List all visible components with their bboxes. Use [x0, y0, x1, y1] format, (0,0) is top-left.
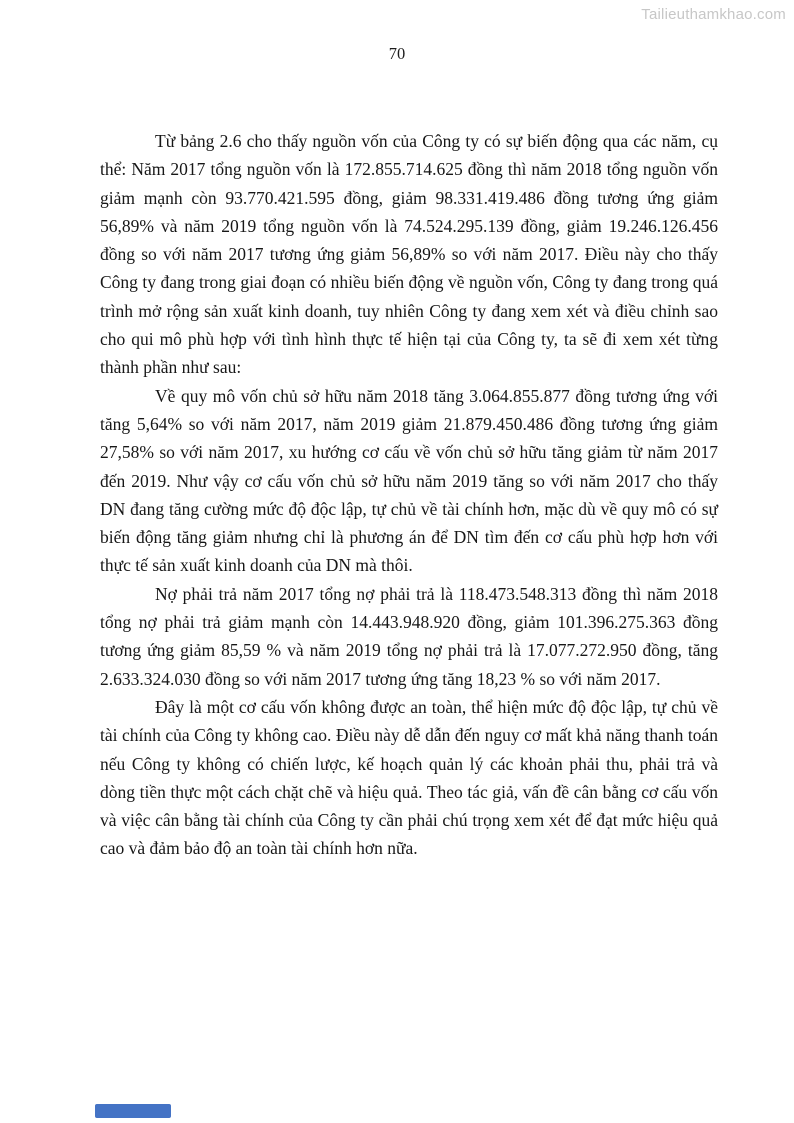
- site-watermark: Tailieuthamkhao.com: [641, 6, 786, 23]
- paragraph-conclusion: Đây là một cơ cấu vốn không được an toàn, thể hiện mức độ độc lập, tự chủ về tài chính của Công ty không cao. Điều này dễ dẫn đến nguy cơ mất khả năng thanh toán nếu Công ty không có chiến lược, kế hoạch quản lý các khoản phải thu, phải trả và dòng tiền thực một cách chặt chẽ và hiệu quả. Theo tác giả, vấn đề cân bằng cơ cấu vốn và việc cân bằng tài chính của Công ty cần phải chú trọng xem xét để đạt mức hiệu quả cao và đảm bảo độ an toàn tài chính hơn nữa.: [100, 696, 718, 859]
- paragraph-liabilities-analysis: Nợ phải trả năm 2017 tổng nợ phải trả là 118.473.548.313 đồng thì năm 2018 tổng nợ phải trả giảm mạnh còn 14.443.948.920 đồng, giảm 101.396.275.363 đồng tương ứng giảm 85,59 % và năm 2019 tổng nợ phải trả là 17.077.272.950 đồng, tăng 2.633.324.030 đồng so với năm 2017 tương ứng tăng 18,23 % so với năm 2017.: [100, 583, 718, 689]
- paragraph-equity-analysis: Về quy mô vốn chủ sở hữu năm 2018 tăng 3.064.855.877 đồng tương ứng với tăng 5,64% so với năm 2017, năm 2019 giảm 21.879.450.486 đồng tương ứng giảm 27,58% so với năm 2017, xu hướng cơ cấu về vốn chủ sở hữu tăng giảm từ năm 2017 đến 2019. Như vậy cơ cấu vốn chủ sở hữu năm 2019 tăng so với năm 2017 cho thấy DN đang tăng cường mức độ độc lập, tự chủ về tài chính hơn, mặc dù về quy mô có sự biến động tăng giảm nhưng chỉ là phương án để DN tìm đến cơ cấu phù hợp hơn với thực tế sản xuất kinh doanh của DN mà thôi.: [100, 385, 718, 576]
- paragraph-capital-overview: Từ bảng 2.6 cho thấy nguồn vốn của Công ty có sự biến động qua các năm, cụ thể: Năm 2017 tổng nguồn vốn là 172.855.714.625 đồng thì năm 2018 tổng nguồn vốn giảm mạnh còn 93.770.421.595 đồng, giảm 98.331.419.486 đồng tương ứng giảm 56,89% và năm 2019 tổng nguồn vốn là 74.524.295.139 đồng, giảm 19.246.126.456 đồng so với năm 2017 tương ứng giảm 56,89% so với năm 2017. Điều này cho thấy Công ty đang trong giai đoạn có nhiều biến động về nguồn vốn, Công ty đang trong quá trình mở rộng sản xuất kinh doanh, tuy nhiên Công ty đang xem xét và điều chỉnh sao cho qui mô phù hợp với tình hình thực tế hiện tại của Công ty, ta sẽ đi xem xét từng thành phần như sau:: [100, 131, 718, 378]
- body-text: [100, 127, 718, 863]
- footer-watermark-bar: [95, 1104, 171, 1118]
- page-number: 70: [388, 44, 406, 63]
